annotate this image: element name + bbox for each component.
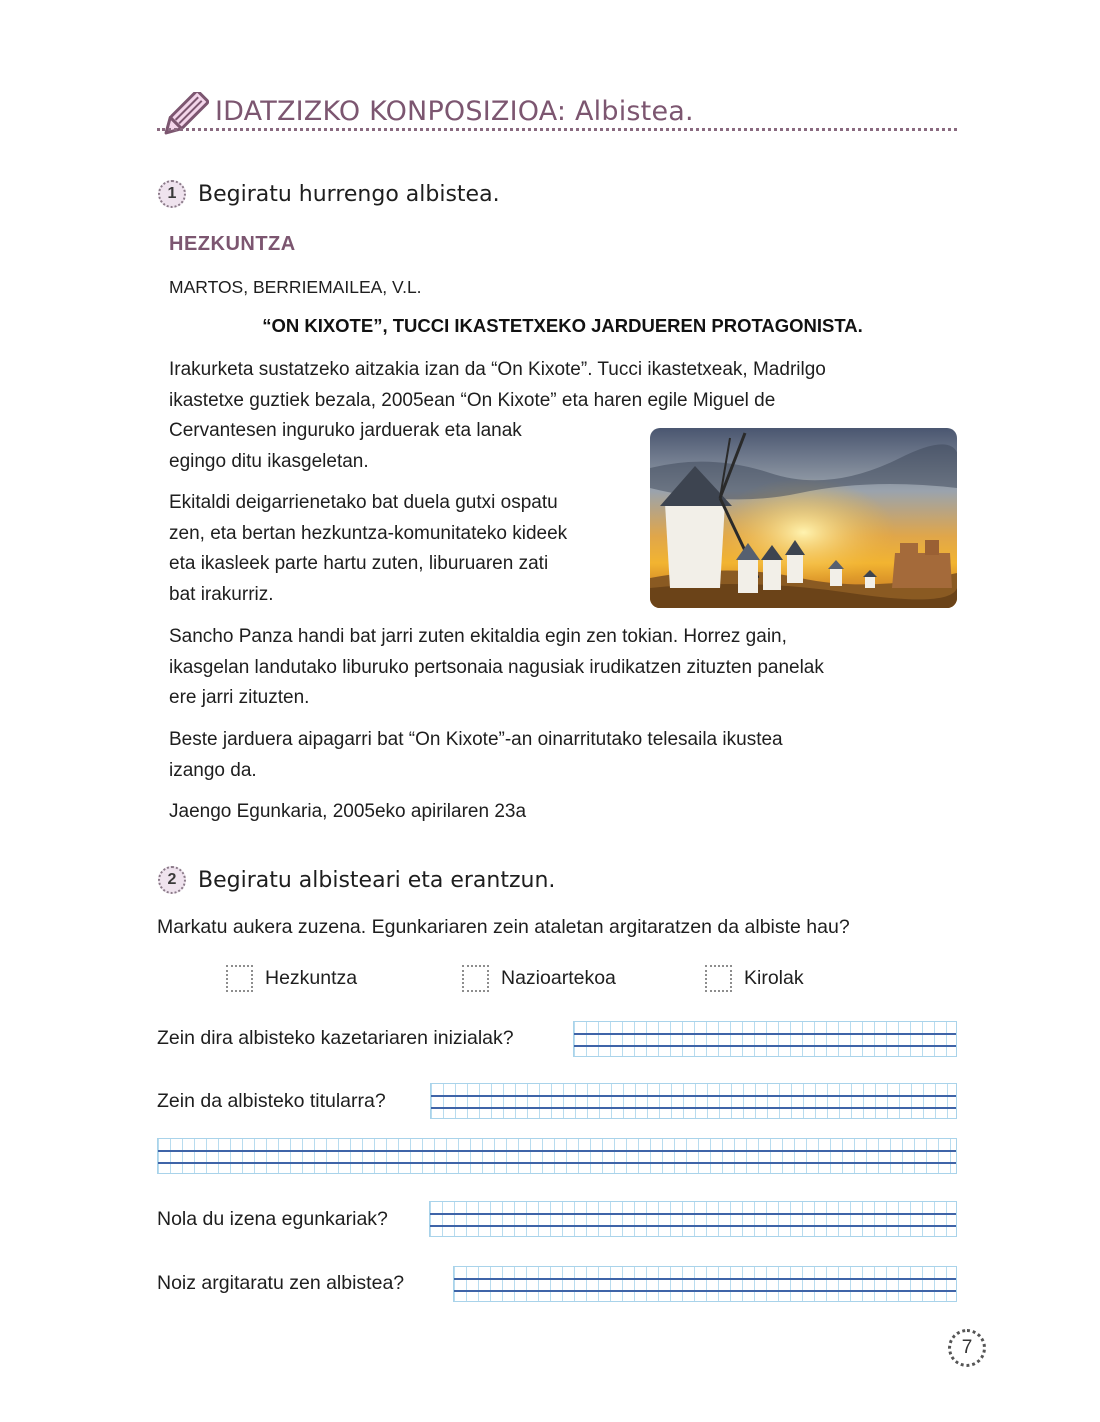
text-line: izango da. [169,759,257,781]
section-2-heading [158,866,555,894]
article-byline: MARTOS, BERRIEMAILEA, V.L. [169,277,422,297]
article-paragraph-2 [169,488,639,610]
answer-grid-initials[interactable] [573,1021,957,1057]
text-line: ikasgelan landutako liburuko pertsonaia nagusiak irudikatzen zituzten panelak [169,656,824,678]
page-title: IDATZIZKO KONPOSIZIOA: Albistea. [215,96,694,127]
option-hezkuntza[interactable] [226,965,357,992]
text-line: Irakurketa sustatzeko aitzakia izan da “On Kixote”. Tucci ikastetxeak, Madrilgo [169,359,826,380]
option-nazioartekoa[interactable] [462,965,616,992]
choice-question: Markatu aukera zuzena. Egunkariaren zein ataletan argitaratzen da albiste hau? [157,916,850,938]
article-source: Jaengo Egunkaria, 2005eko apirilaren 23a [169,801,527,822]
text-line: Cervantesen inguruko jarduerak eta lanak [169,420,522,441]
option-label: Hezkuntza [265,967,358,989]
page-number: 7 [948,1329,986,1367]
question-initials: Zein dira albisteko kazetariaren inizialak? [157,1027,514,1049]
article-category: HEZKUNTZA [169,233,296,255]
section-instruction: Begiratu albisteari eta erantzun. [198,867,556,893]
page-header [157,92,957,138]
section-1-heading [158,180,500,208]
text-line: ere jarri zituzten. [169,687,310,708]
windmills-photo [650,428,957,608]
option-label: Kirolak [744,967,804,989]
question-headline: Zein da albisteko titularra? [157,1090,386,1112]
option-label: Nazioartekoa [501,967,616,989]
article-paragraph-3 [169,622,969,714]
pencil-icon [157,92,209,140]
answer-grid-publication-date[interactable] [453,1266,957,1302]
windmills-sunset-image [650,428,957,608]
question-publication-date: Noiz argitaratu zen albistea? [157,1272,405,1294]
article-paragraph-4 [169,725,969,786]
text-line: Sancho Panza handi bat jarri zuten ekitaldia egin zen tokian. Horrez gain, [169,626,787,647]
checkbox[interactable] [226,965,253,992]
text-line: Ekitaldi deigarrienetako bat duela gutxi ospatu [169,492,558,513]
text-line: ikastetxe guztiek bezala, 2005ean “On Kixote” eta haren egile Miguel de [169,389,776,411]
title-divider [157,128,957,131]
text-line: egingo ditu ikasgeletan. [169,450,369,472]
checkbox[interactable] [462,965,489,992]
option-kirolak[interactable] [705,965,804,992]
text-line: eta ikasleek parte hartu zuten, liburuaren zati [169,553,549,574]
article-headline: “ON KIXOTE”, TUCCI IKASTETXEKO JARDUEREN PROTAGONISTA. [262,315,863,336]
text-line: zen, eta bertan hezkuntza-komunitateko kideek [169,522,568,544]
section-instruction: Begiratu hurrengo albistea. [198,181,500,207]
checkbox[interactable] [705,965,732,992]
section-number-badge: 2 [158,866,186,894]
answer-grid-headline-continued[interactable] [157,1138,957,1174]
text-line: bat irakurriz. [169,583,274,605]
answer-grid-headline[interactable] [430,1083,957,1119]
answer-grid-newspaper-name[interactable] [429,1201,957,1237]
text-line: Beste jarduera aipagarri bat “On Kixote”-an oinarritutako telesaila ikustea [169,729,783,750]
question-newspaper-name: Nola du izena egunkariak? [157,1208,388,1230]
section-number-badge: 1 [158,180,186,208]
